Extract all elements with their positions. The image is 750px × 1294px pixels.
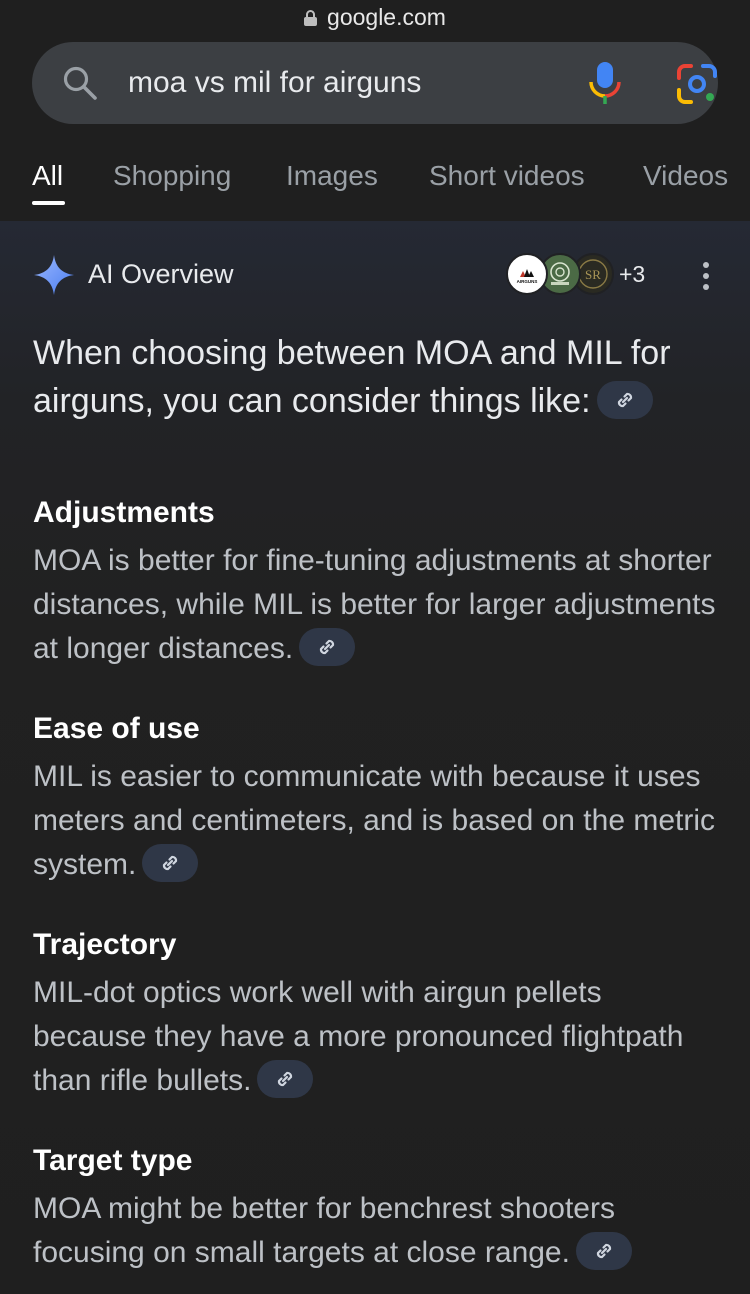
section-body-text: MOA is better for fine-tuning adjustments at shorter distances, while MIL is better for larger adjustments at longer distances. — [33, 544, 716, 665]
lock-icon — [304, 10, 317, 26]
more-sources-count[interactable]: +3 — [619, 261, 646, 287]
source-avatars[interactable] — [506, 253, 616, 297]
address-bar[interactable] — [0, 0, 750, 34]
lead-text: When choosing between MOA and MIL for airguns, you can consider things like: — [33, 334, 671, 420]
tab-all[interactable]: All — [32, 160, 64, 191]
source-link-chip[interactable] — [142, 844, 198, 882]
source-link-chip[interactable] — [299, 628, 355, 666]
source-link-chip[interactable] — [597, 381, 653, 419]
section-body-text: MIL is easier to communicate with because it uses meters and centimeters, and is based on the metric system. — [33, 760, 716, 881]
ai-overview-lead — [33, 329, 713, 425]
source-link-chip[interactable] — [576, 1232, 632, 1270]
section-body — [33, 755, 723, 887]
lens-icon[interactable] — [675, 62, 719, 106]
tab-images[interactable]: Images — [286, 160, 378, 191]
source-avatar-label: AIRGUNS — [516, 279, 538, 284]
tab-videos[interactable]: Videos — [643, 160, 729, 191]
section-heading: Ease of use — [33, 712, 200, 745]
section-adjustments — [33, 493, 723, 671]
section-body-text: MOA might be better for benchrest shooters focusing on small targets at close range. — [33, 1192, 615, 1269]
section-body-text: MIL-dot optics work well with airgun pellets because they have a more pronounced flightpath than rifle bullets. — [33, 976, 684, 1097]
source-avatar-label: SR — [585, 267, 601, 282]
tab-short-videos[interactable]: Short videos — [429, 160, 585, 191]
search-icon — [62, 65, 98, 101]
search-box[interactable] — [32, 42, 718, 124]
link-icon — [274, 1068, 296, 1090]
section-trajectory — [33, 925, 723, 1103]
section-target-type — [33, 1141, 723, 1275]
section-ease-of-use — [33, 709, 723, 887]
mic-icon[interactable] — [585, 60, 625, 106]
section-heading: Target type — [33, 1144, 193, 1177]
url-text: google.com — [327, 3, 446, 30]
ai-overview — [0, 221, 750, 1294]
section-heading: Trajectory — [33, 928, 177, 961]
section-heading: Adjustments — [33, 496, 215, 529]
search-tabs — [0, 140, 750, 220]
tab-shopping[interactable]: Shopping — [113, 160, 232, 191]
search-input[interactable]: moa vs mil for airguns — [128, 66, 422, 99]
link-icon — [159, 852, 181, 874]
ai-overview-header — [0, 221, 750, 331]
link-icon — [316, 636, 338, 658]
more-vert-icon[interactable] — [694, 259, 718, 293]
source-avatar-airguns[interactable] — [506, 253, 548, 295]
active-tab-indicator — [32, 201, 65, 205]
section-body — [33, 539, 723, 671]
ai-sparkle-icon — [33, 254, 75, 296]
ai-overview-title: AI Overview — [88, 259, 234, 289]
section-body — [33, 1187, 723, 1275]
section-body — [33, 971, 723, 1103]
link-icon — [593, 1240, 615, 1262]
source-link-chip[interactable] — [257, 1060, 313, 1098]
link-icon — [614, 389, 636, 411]
